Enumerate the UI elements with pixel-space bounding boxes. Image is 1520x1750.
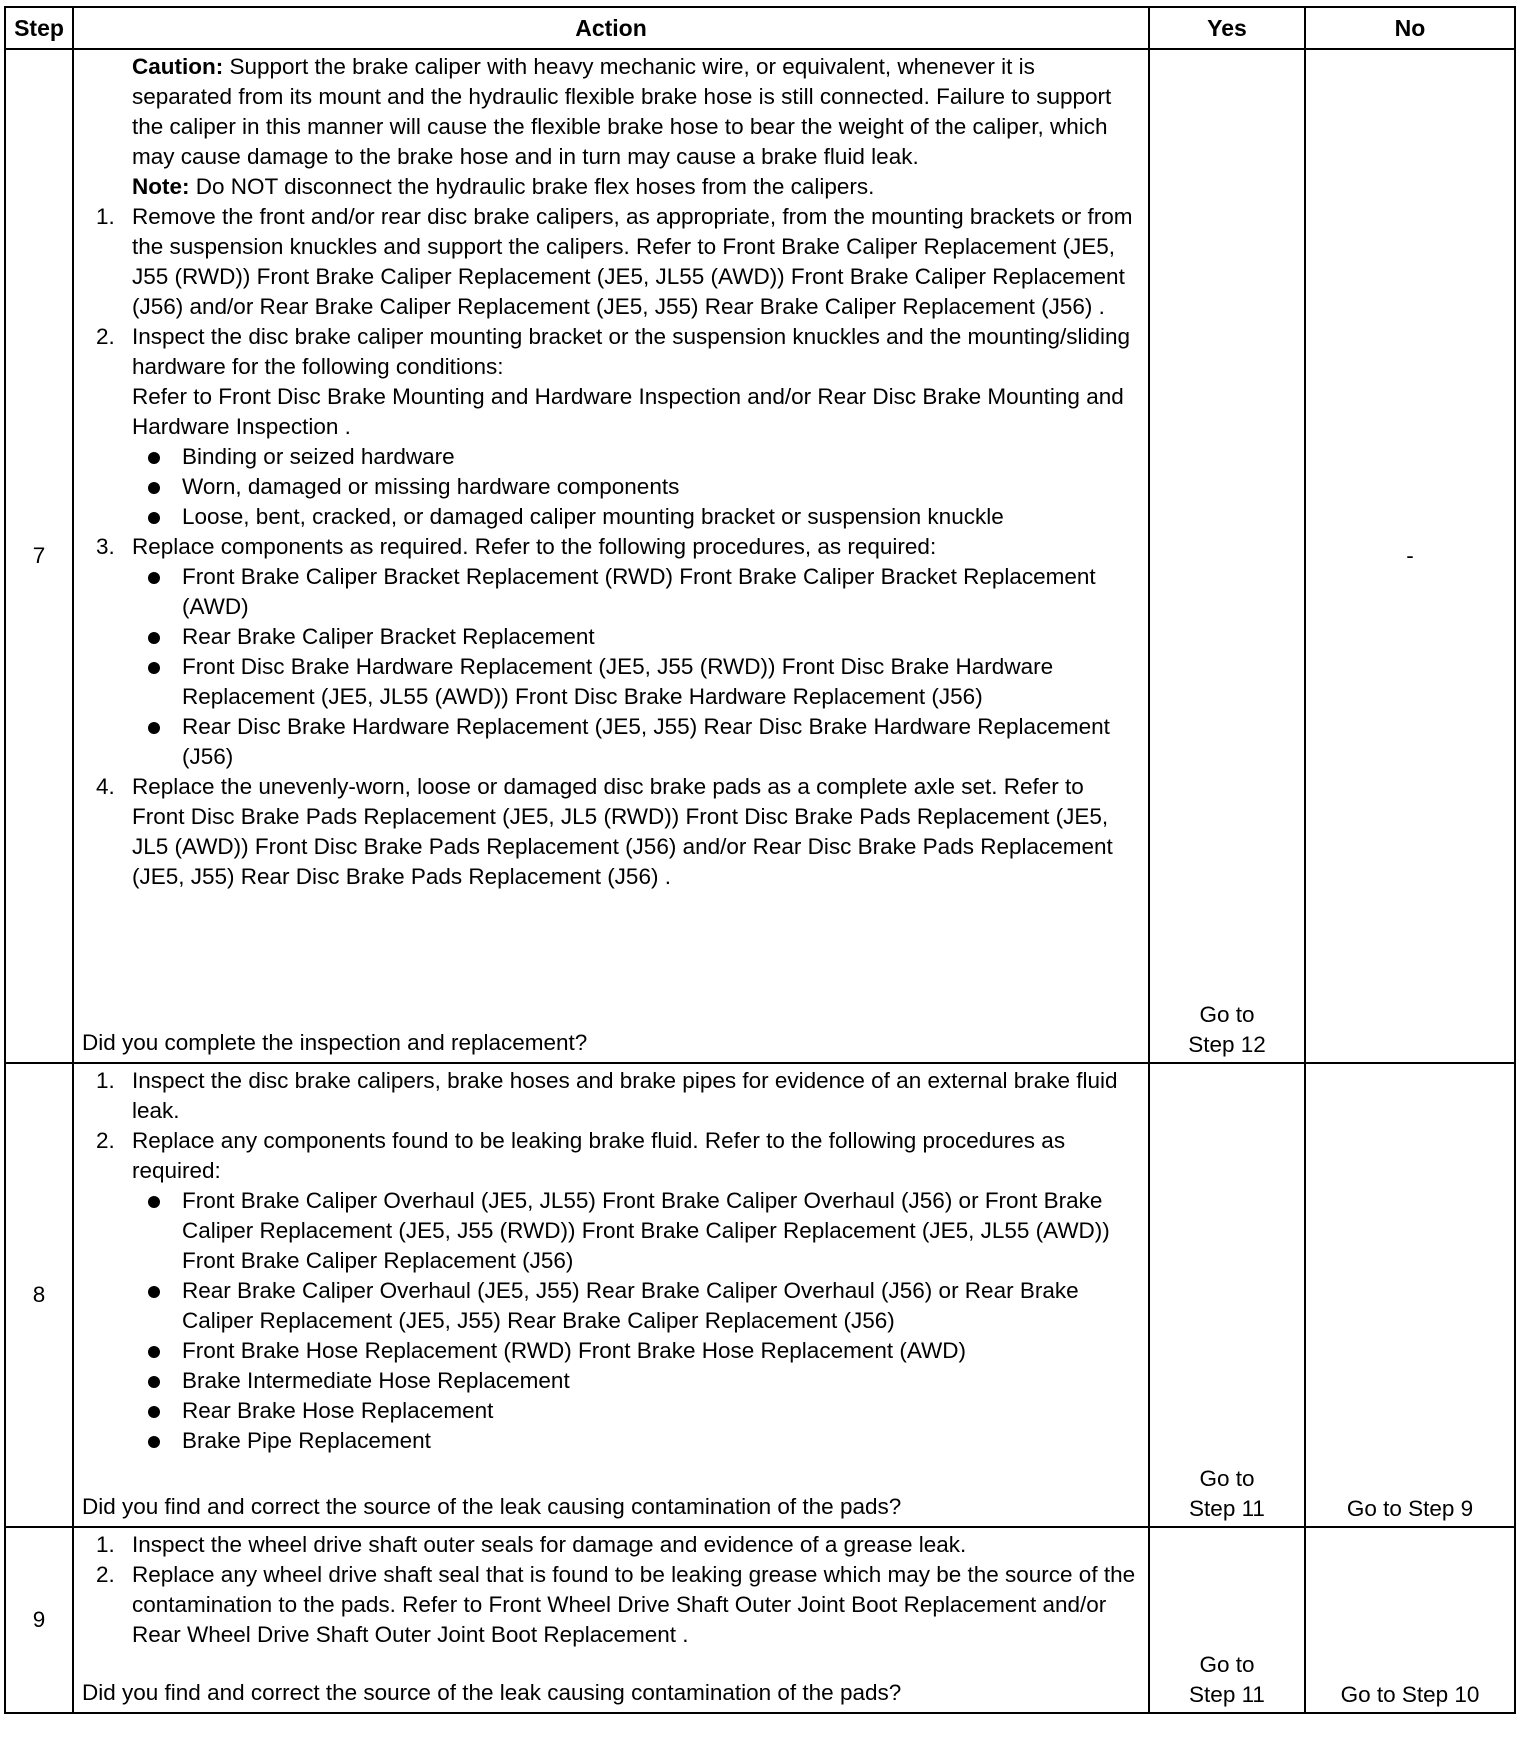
yes-cell: [1149, 49, 1305, 1063]
note-text: Do NOT disconnect the hydraulic brake flex hoses from the calipers.: [195, 174, 875, 199]
bullet-list: [82, 1186, 1140, 1456]
caution-text: Support the brake caliper with heavy mechanic wire, or equivalent, whenever it is separated from its mount and the hydraulic flexible brake hose is still connected. Failure to support the caliper in this manner will cause the flexible brake hose to bear the weight of the caliper, which may cause damage to the brake hose and in turn may cause a brake fluid leak.: [132, 54, 1112, 169]
item-text: Inspect the disc brake calipers, brake hoses and brake pipes for evidence of an external brake fluid leak.: [132, 1068, 1118, 1123]
bullet-list: [82, 442, 1140, 532]
action-cell: [73, 1063, 1149, 1527]
procedure-list: [82, 772, 1140, 892]
diagnostic-table: [4, 6, 1516, 1714]
bullet-item: Brake Pipe Replacement: [82, 1426, 1140, 1456]
list-item: [82, 202, 1140, 322]
list-item: [82, 532, 1140, 562]
table-row: [5, 1527, 1515, 1713]
item-number: 1.: [96, 1068, 115, 1093]
step-number: 9: [5, 1527, 73, 1713]
item-number: 1.: [96, 1532, 115, 1557]
bullet-item: Brake Intermediate Hose Replacement: [82, 1366, 1140, 1396]
list-item: [82, 1560, 1140, 1650]
action-cell: [73, 49, 1149, 1063]
no-cell: Go to Step 9: [1305, 1063, 1515, 1527]
bullet-list: [82, 562, 1140, 772]
procedure-list: [82, 1530, 1140, 1650]
header-step: Step: [5, 7, 73, 49]
bullet-item: Rear Brake Hose Replacement: [82, 1396, 1140, 1426]
no-cell: Go to Step 10: [1305, 1527, 1515, 1713]
list-item: [82, 1530, 1140, 1560]
yes-line-2: Step 11: [1189, 1496, 1265, 1521]
header-yes: Yes: [1149, 7, 1305, 49]
list-item: [82, 1066, 1140, 1126]
yes-line-1: Go to: [1199, 1652, 1255, 1677]
item-number: 2.: [96, 324, 115, 349]
table-row: [5, 1063, 1515, 1527]
item-text: Replace the unevenly-worn, loose or damaged disc brake pads as a complete axle set. Refer to Front Disc Brake Pads Replacement (JE5, JL5 (RWD)) Front Disc Brake Pads Replacement (JE5, JL5 (AWD)) Front Disc Brake Pads Replacement (J56) and/or Rear Disc Brake Pads Replacement (JE5, J55) Rear Disc Brake Pads Replacement (J56) .: [132, 774, 1113, 889]
header-row: [5, 7, 1515, 49]
procedure-list: [82, 532, 1140, 562]
caution-paragraph: [82, 52, 1140, 172]
item-number: 3.: [96, 534, 115, 559]
bullet-item: Front Disc Brake Hardware Replacement (JE5, J55 (RWD)) Front Disc Brake Hardware Replacement (JE5, JL55 (AWD)) Front Disc Brake Hardware Replacement (J56): [82, 652, 1140, 712]
item-number: 4.: [96, 774, 115, 799]
bullet-item: Binding or seized hardware: [82, 442, 1140, 472]
yes-line-1: Go to: [1199, 1466, 1255, 1491]
item-text: Replace any wheel drive shaft seal that is found to be leaking grease which may be the source of the contamination to the pads. Refer to Front Wheel Drive Shaft Outer Joint Boot Replacement and/or Rear Wheel Drive Shaft Outer Joint Boot Replacement .: [132, 1562, 1136, 1647]
item-number: 1.: [96, 204, 115, 229]
procedure-list: [82, 202, 1140, 442]
bullet-item: Worn, damaged or missing hardware components: [82, 472, 1140, 502]
bullet-item: Rear Disc Brake Hardware Replacement (JE5, J55) Rear Disc Brake Hardware Replacement (J56): [82, 712, 1140, 772]
item-text: Inspect the wheel drive shaft outer seals for damage and evidence of a grease leak.: [132, 1532, 967, 1557]
item-text: Replace components as required. Refer to the following procedures, as required:: [132, 534, 937, 559]
note-label: Note:: [132, 174, 190, 199]
item-number: 2.: [96, 1128, 115, 1153]
no-cell: -: [1305, 49, 1515, 1063]
yes-cell: [1149, 1527, 1305, 1713]
yes-line-2: Step 12: [1188, 1032, 1266, 1057]
question-text: Did you complete the inspection and replacement?: [82, 1030, 588, 1055]
header-action: Action: [73, 7, 1149, 49]
bullet-item: Front Brake Caliper Overhaul (JE5, JL55) Front Brake Caliper Overhaul (J56) or Front Brake Caliper Replacement (JE5, J55 (RWD)) Front Brake Caliper Replacement (JE5, JL55 (AWD)) Front Brake Caliper Replacement (J56): [82, 1186, 1140, 1276]
list-item: [82, 772, 1140, 892]
procedure-list: [82, 1066, 1140, 1186]
bullet-item: Loose, bent, cracked, or damaged caliper mounting bracket or suspension knuckle: [82, 502, 1140, 532]
list-item: [82, 1126, 1140, 1186]
header-no: No: [1305, 7, 1515, 49]
bullet-item: Rear Brake Caliper Bracket Replacement: [82, 622, 1140, 652]
list-item: [82, 322, 1140, 442]
question-text: Did you find and correct the source of the leak causing contamination of the pads?: [82, 1680, 902, 1705]
item-subtext: Refer to Front Disc Brake Mounting and Hardware Inspection and/or Rear Disc Brake Mounting and Hardware Inspection .: [132, 384, 1124, 439]
bullet-item: Front Brake Hose Replacement (RWD) Front Brake Hose Replacement (AWD): [82, 1336, 1140, 1366]
question-text: Did you find and correct the source of the leak causing contamination of the pads?: [82, 1494, 902, 1519]
item-text: Inspect the disc brake caliper mounting bracket or the suspension knuckles and the mounting/sliding hardware for the following conditions:: [132, 324, 1131, 379]
item-number: 2.: [96, 1562, 115, 1587]
item-text: Replace any components found to be leaking brake fluid. Refer to the following procedures as required:: [132, 1128, 1066, 1183]
action-cell: [73, 1527, 1149, 1713]
caution-label: Caution:: [132, 54, 224, 79]
step-number: 7: [5, 49, 73, 1063]
step-number: 8: [5, 1063, 73, 1527]
yes-cell: [1149, 1063, 1305, 1527]
bullet-item: Rear Brake Caliper Overhaul (JE5, J55) Rear Brake Caliper Overhaul (J56) or Rear Brake Caliper Replacement (JE5, J55) Rear Brake Caliper Replacement (J56): [82, 1276, 1140, 1336]
bullet-item: Front Brake Caliper Bracket Replacement (RWD) Front Brake Caliper Bracket Replacement (AWD): [82, 562, 1140, 622]
item-text: Remove the front and/or rear disc brake calipers, as appropriate, from the mounting brackets or from the suspension knuckles and support the calipers. Refer to Front Brake Caliper Replacement (JE5, J55 (RWD)) Front Brake Caliper Replacement (JE5, JL55 (AWD)) Front Brake Caliper Replacement (J56) and/or Rear Brake Caliper Replacement (JE5, J55) Rear Brake Caliper Replacement (J56) .: [132, 204, 1133, 319]
note-paragraph: [82, 172, 1140, 202]
yes-line-1: Go to: [1199, 1002, 1255, 1027]
table-row: [5, 49, 1515, 1063]
yes-line-2: Step 11: [1189, 1682, 1265, 1707]
